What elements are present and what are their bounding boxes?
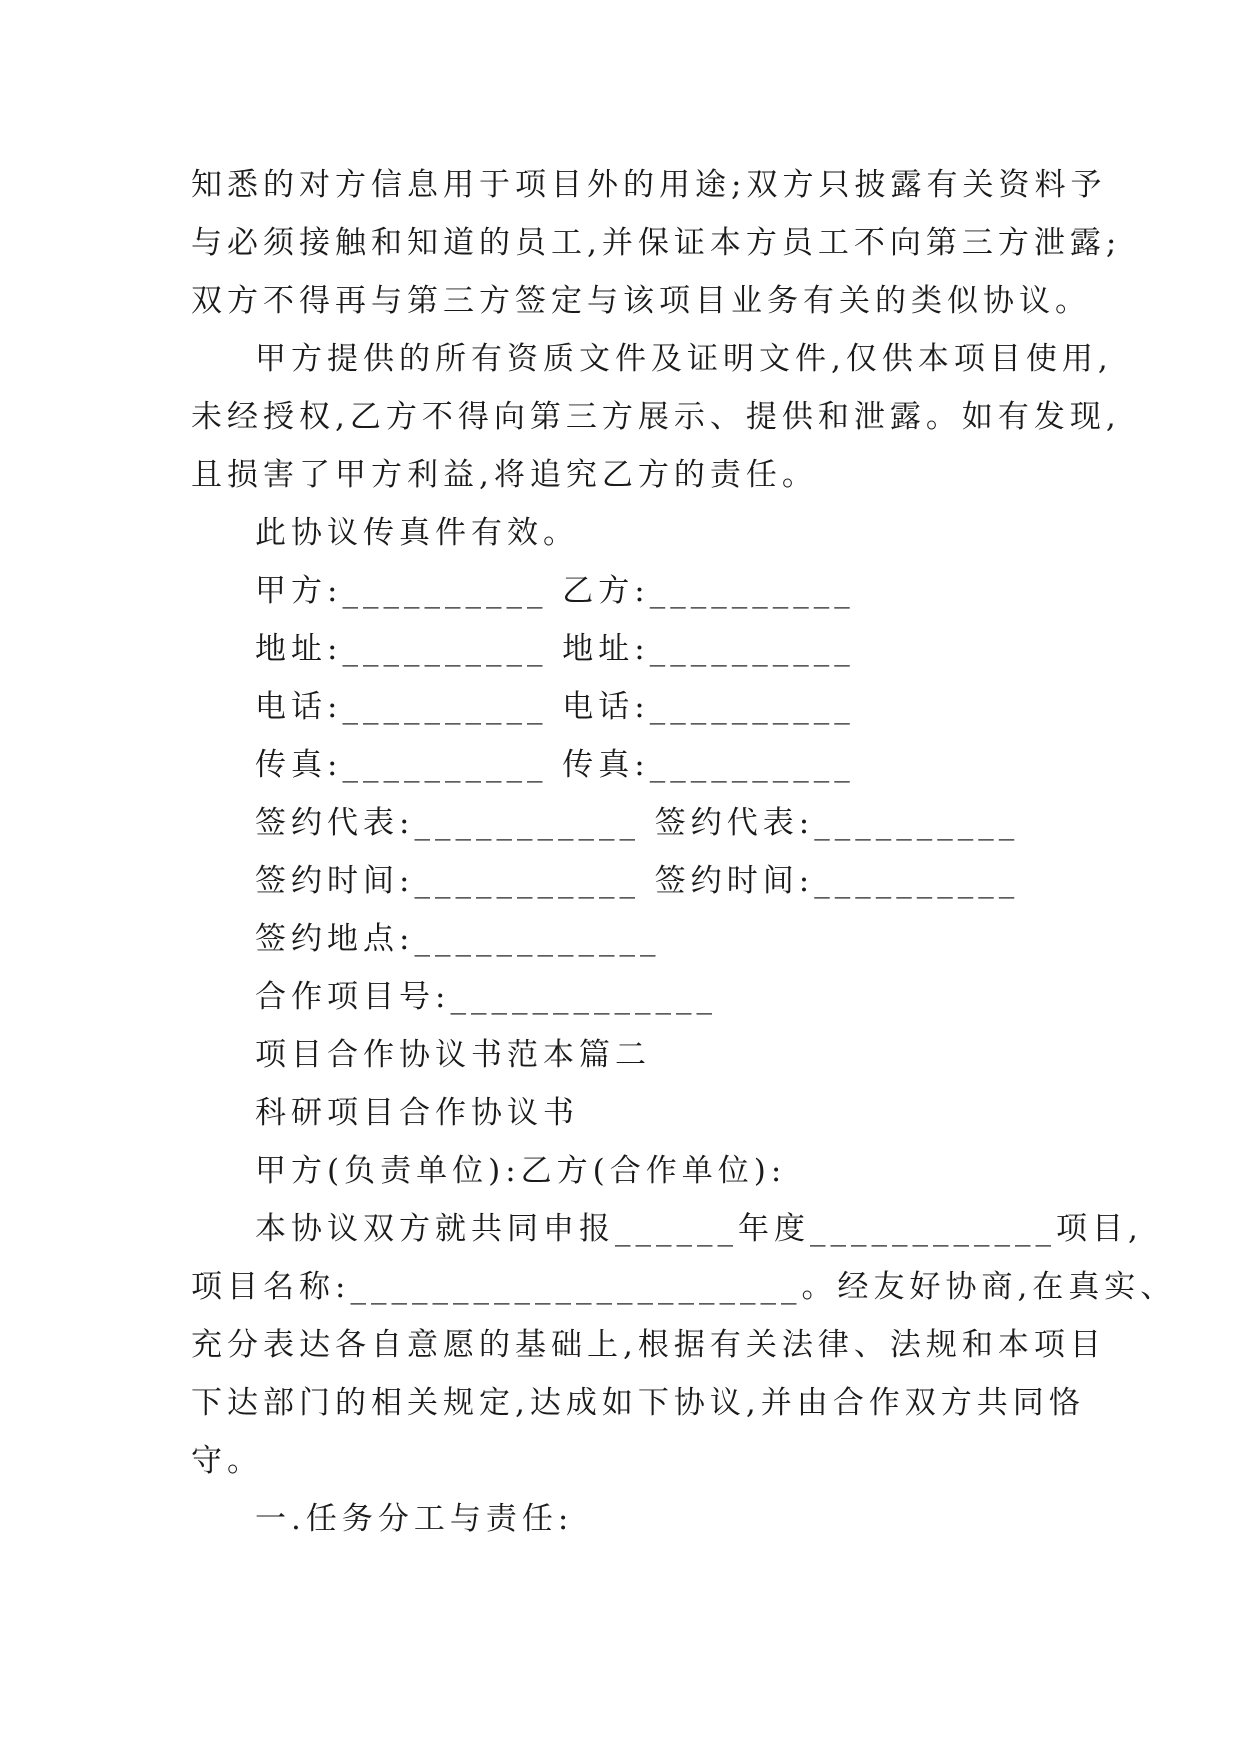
signing-place-field-row: 签约地点:____________ — [255, 921, 661, 957]
agreement-title: 科研项目合作协议书 — [255, 1095, 579, 1131]
paragraph-line: 充分表达各自意愿的基础上,根据有关法律、法规和本项目 — [191, 1327, 1106, 1363]
party-field-row: 甲方:__________ 乙方:__________ — [255, 573, 855, 609]
address-field-row: 地址:__________ 地址:__________ — [255, 631, 855, 667]
section-heading: 项目合作协议书范本篇二 — [255, 1037, 651, 1073]
signing-time-field-row: 签约时间:___________ 签约时间:__________ — [255, 863, 1020, 899]
parties-line: 甲方(负责单位):乙方(合作单位): — [255, 1153, 787, 1189]
paragraph-line: 且损害了甲方利益,将追究乙方的责任。 — [191, 457, 818, 493]
paragraph-line: 守。 — [191, 1443, 263, 1479]
paragraph-line: 甲方提供的所有资质文件及证明文件,仅供本项目使用, — [255, 341, 1113, 377]
paragraph-line: 与必须接触和知道的员工,并保证本方员工不向第三方泄露; — [191, 225, 1122, 261]
signatory-field-row: 签约代表:___________ 签约代表:__________ — [255, 805, 1020, 841]
project-number-field-row: 合作项目号:_____________ — [255, 979, 717, 1015]
paragraph-line: 知悉的对方信息用于项目外的用途;双方只披露有关资料予 — [191, 167, 1107, 203]
section-heading-tasks: 一.任务分工与责任: — [255, 1501, 574, 1537]
phone-field-row: 电话:__________ 电话:__________ — [255, 689, 855, 725]
fax-field-row: 传真:__________ 传真:__________ — [255, 747, 855, 783]
paragraph-line: 双方不得再与第三方签定与该项目业务有关的类似协议。 — [191, 283, 1091, 319]
paragraph-line: 下达部门的相关规定,达成如下协议,并由合作双方共同恪 — [191, 1385, 1085, 1421]
paragraph-line: 未经授权,乙方不得向第三方展示、提供和泄露。如有发现, — [191, 399, 1121, 435]
fax-validity-line: 此协议传真件有效。 — [255, 515, 579, 551]
paragraph-line: 本协议双方就共同申报______年度____________项目, — [255, 1211, 1143, 1247]
paragraph-line: 项目名称:______________________。经友好协商,在真实、 — [191, 1269, 1177, 1305]
